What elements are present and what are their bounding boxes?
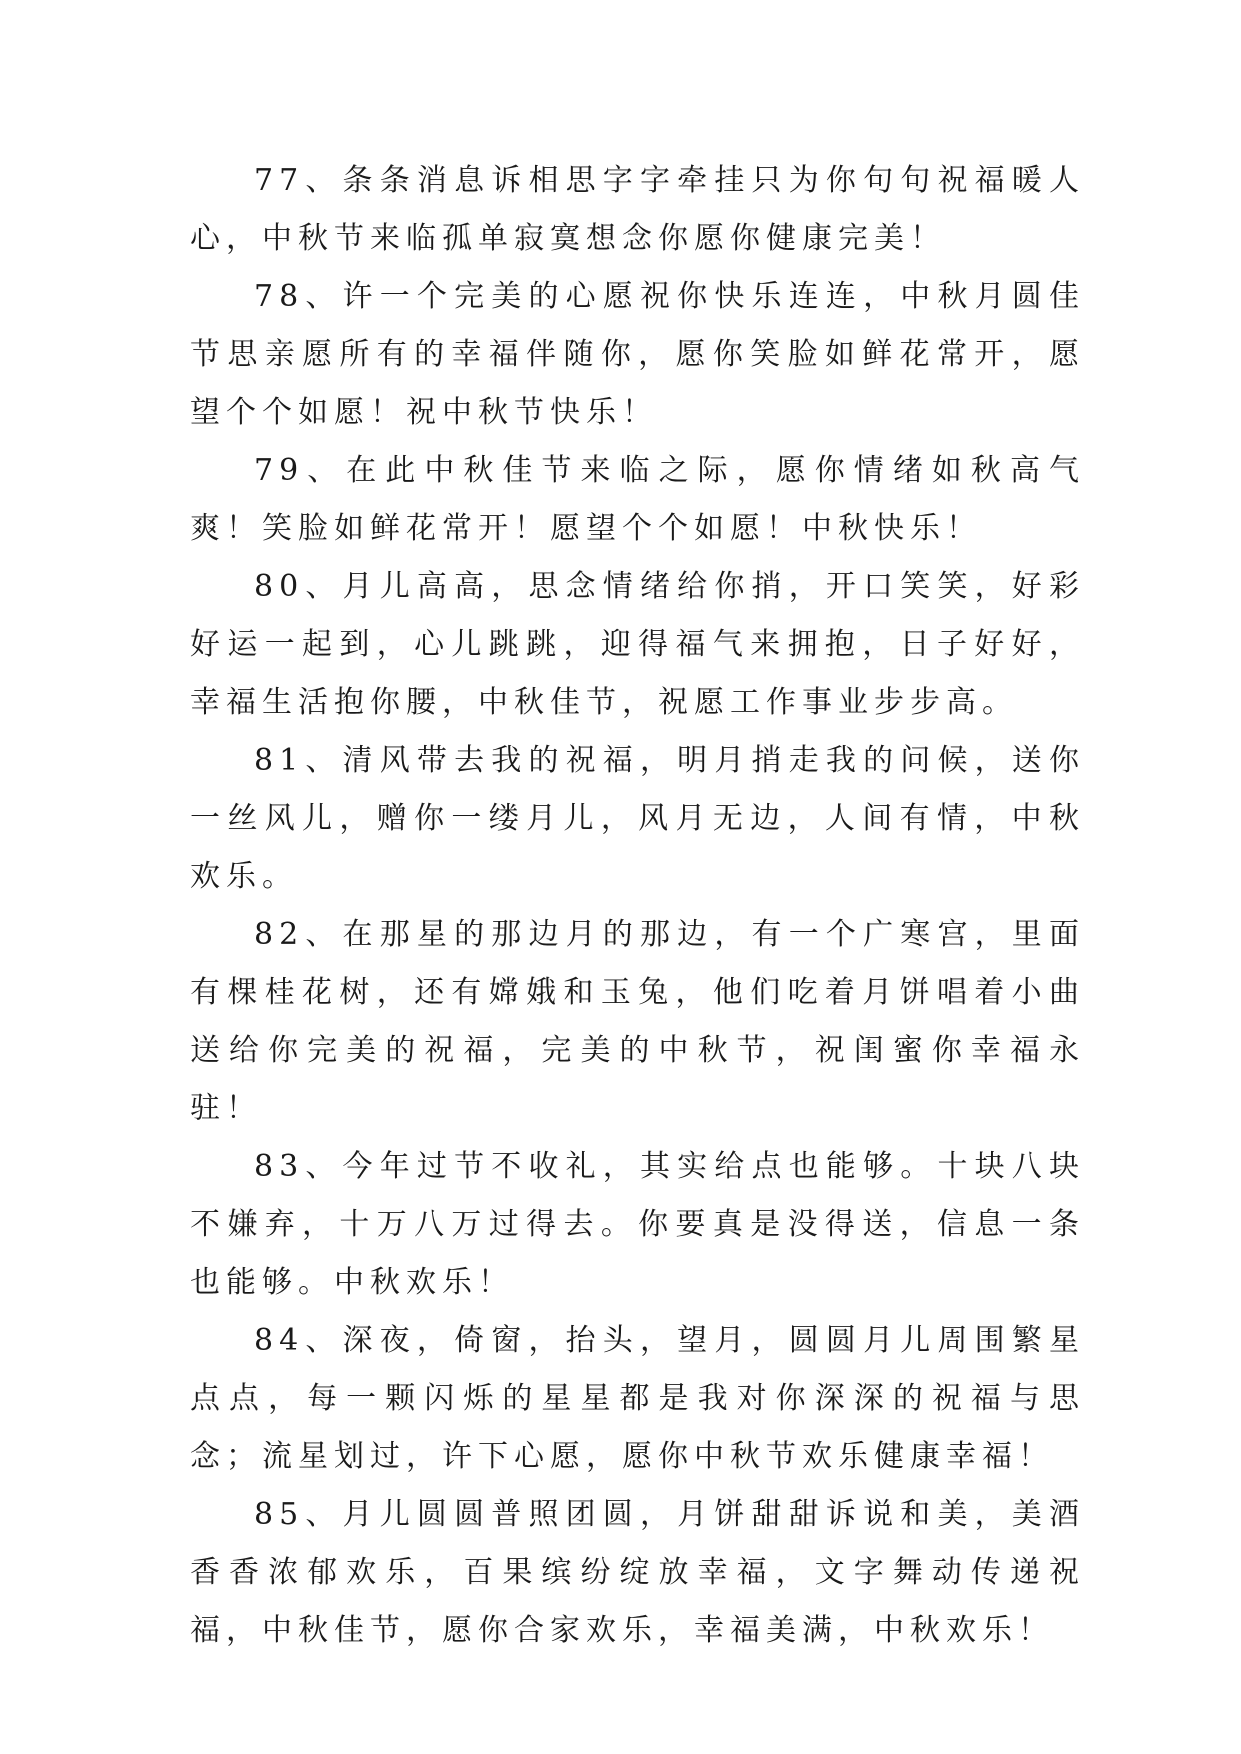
paragraph-79: 79、在此中秋佳节来临之际，愿你情绪如秋高气爽！笑脸如鲜花常开！愿望个个如愿！中秋快乐！ [190, 453, 1085, 546]
paragraph-77: 77、条条消息诉相思字字牵挂只为你句句祝福暖人心，中秋节来临孤单寂寞想念你愿你健康完美！ [190, 163, 1085, 256]
paragraph-82: 82、在那星的那边月的那边，有一个广寒宫，里面有棵桂花树，还有嫦娥和玉兔，他们吃着月饼唱着小曲送给你完美的祝福，完美的中秋节，祝闺蜜你幸福永驻！ [190, 917, 1085, 1126]
paragraph-85: 85、月儿圆圆普照团圆，月饼甜甜诉说和美，美酒香香浓郁欢乐，百果缤纷绽放幸福，文字舞动传递祝福，中秋佳节，愿你合家欢乐，幸福美满，中秋欢乐！ [190, 1497, 1085, 1648]
paragraph-81: 81、清风带去我的祝福，明月捎走我的问候，送你一丝风儿，赠你一缕月儿，风月无边，人间有情，中秋欢乐。 [190, 743, 1085, 894]
paragraph-80: 80、月儿高高，思念情绪给你捎，开口笑笑，好彩好运一起到，心儿跳跳，迎得福气来拥抱，日子好好，幸福生活抱你腰，中秋佳节，祝愿工作事业步步高。 [190, 569, 1085, 720]
document-body [190, 152, 1085, 1660]
paragraph-78: 78、许一个完美的心愿祝你快乐连连，中秋月圆佳节思亲愿所有的幸福伴随你，愿你笑脸如鲜花常开，愿望个个如愿！祝中秋节快乐！ [190, 279, 1085, 430]
paragraph-83: 83、今年过节不收礼，其实给点也能够。十块八块不嫌弃，十万八万过得去。你要真是没得送，信息一条也能够。中秋欢乐！ [190, 1149, 1085, 1300]
paragraph-84: 84、深夜，倚窗，抬头，望月，圆圆月儿周围繁星点点，每一颗闪烁的星星都是我对你深深的祝福与思念；流星划过，许下心愿，愿你中秋节欢乐健康幸福！ [190, 1323, 1085, 1474]
